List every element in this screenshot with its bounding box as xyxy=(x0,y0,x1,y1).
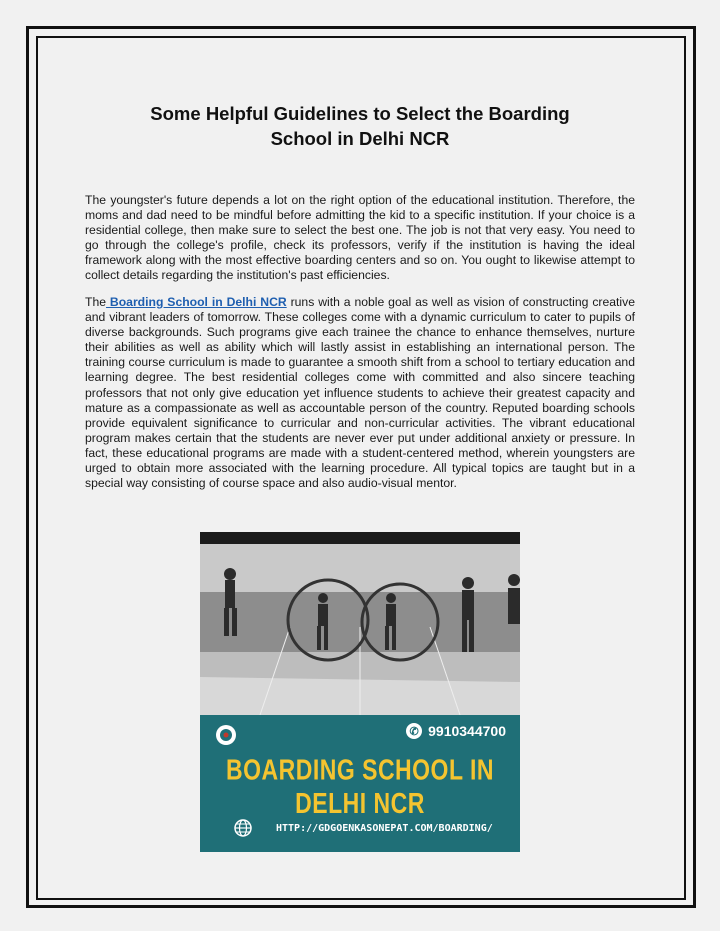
boarding-school-link[interactable]: Boarding School in Delhi NCR xyxy=(106,295,287,309)
phone-number: 9910344700 xyxy=(428,723,506,739)
title-line-1: Some Helpful Guidelines to Select the Boarding xyxy=(150,103,570,124)
phone-icon: ✆ xyxy=(406,723,422,739)
globe-icon xyxy=(234,819,252,837)
paragraph-body: runs with a noble goal as well as vision of constructing creative and vibrant leaders of tomorrow. These colleges come with a dynamic curriculum to cater to pupils of diverse backgrounds. Such programs give each trainee the chance to enhance themselves, nurture their abilities as well as ability which will lastly assist in establishing an international person. The training course curriculum is made to guarantee a smooth shift from a school to tertiary education and learning degree. The best residential colleges come with committed and also sincere teaching professors that not only give education yet influence students to achieve their greatest capacity and mature as a compassionate as well as accountable person of the country. Reputed boarding schools provide equivalent significance to curricular and non-curricular activities. The vibrant educational program makes certain that the students are never ever put under additional anxiety or pressure. In fact, these educational programs are made with a student-centered method, wherein youngsters are urged to obtain more associated with the learning procedure. All typical topics are taught but in a special way consisting of course space and also audio-visual mentor. xyxy=(85,295,635,491)
boarding-school-poster xyxy=(200,532,520,852)
poster-url-row[interactable] xyxy=(234,819,493,837)
paragraph-boarding-school xyxy=(85,295,635,491)
document-title xyxy=(80,101,640,151)
school-sports-photo xyxy=(200,532,520,715)
poster-info-panel xyxy=(200,715,520,852)
poster-url: HTTP://GDGOENKASONEPAT.COM/BOARDING/ xyxy=(276,822,493,834)
title-line-2: School in Delhi NCR xyxy=(270,128,450,149)
paragraph-prefix: The xyxy=(85,295,107,309)
school-logo-icon xyxy=(214,723,238,747)
poster-headline: BOARDING SCHOOL IN DELHI NCR xyxy=(226,753,494,820)
paragraph-intro: The youngster's future depends a lot on the right option of the educational institution. Therefore, the moms and dad need to be mindful before admitting the kid to a specific institution. If your choice is a residential college, then make sure to select the best one. The job is not that very easy. You need to go through the college's profile, check its professors, verify if the institution is having the ideal framework along with the most effective boarding centers and so on. You ought to likewise attempt to collect details regarding the institution's past efficiencies. xyxy=(85,193,635,283)
phone-contact[interactable] xyxy=(406,723,506,739)
